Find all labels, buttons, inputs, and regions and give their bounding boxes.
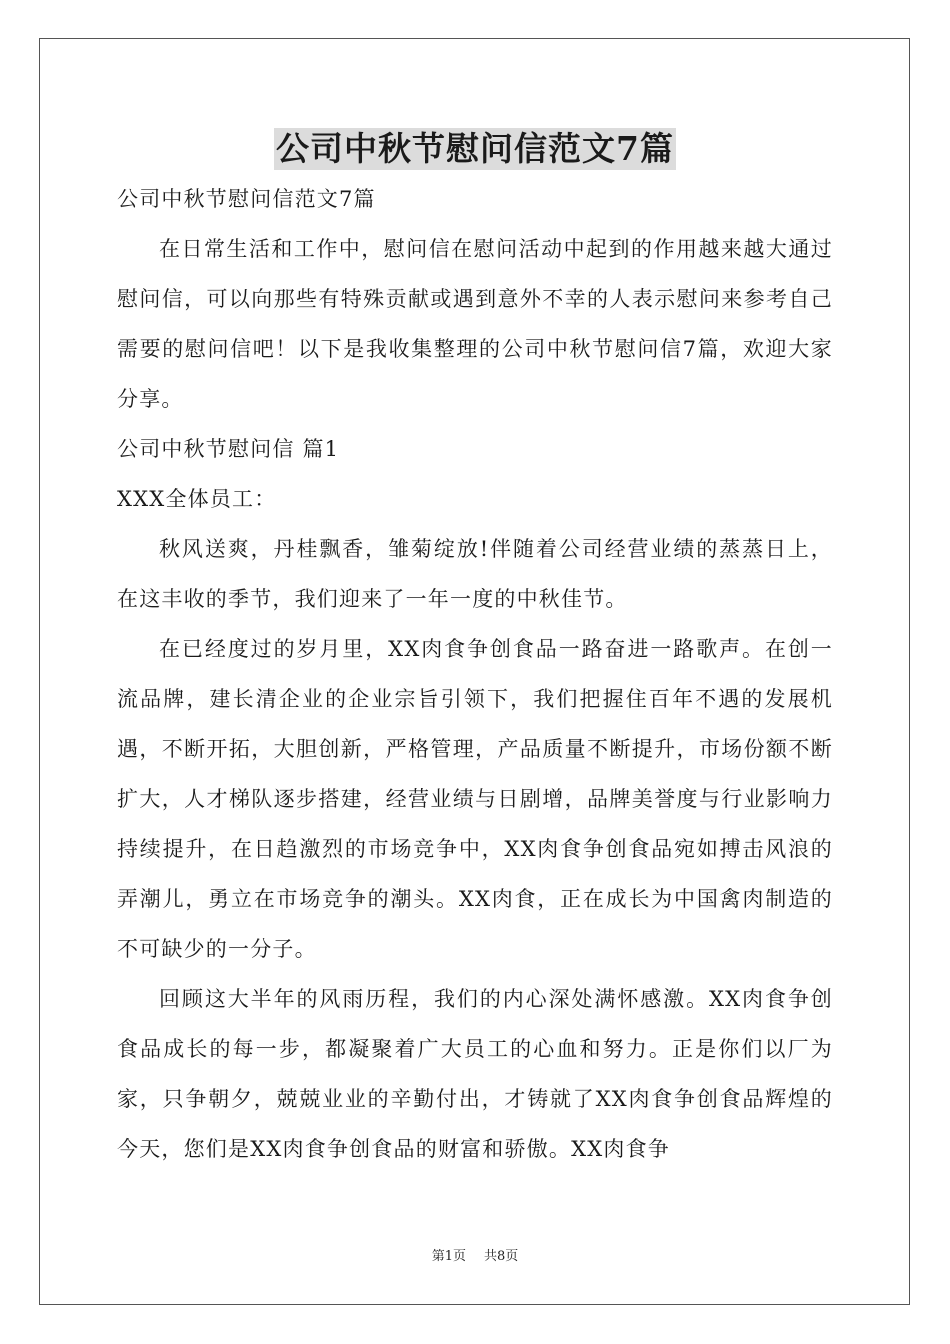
document-title: 公司中秋节慰问信范文7篇 [276,129,674,168]
paragraph: 在已经度过的岁月里，XX肉食争创食品一路奋进一路歌声。在创一流品牌，建长清企业的企业宗旨引领下，我们把握住百年不遇的发展机遇，不断开拓，大胆创新，严格管理，产品质量不断提升，市场份额不断扩大，人才梯队逐步搭建，经营业绩与日剧增，品牌美誉度与行业影响力持续提升，在日趋激烈的市场竞争中，XX肉食争创食品宛如搏击风浪的弄潮儿，勇立在市场竞争的潮头。XX肉食，正在成长为中国禽肉制造的不可缺少的一分子。 [117,637,833,961]
page-footer [0,1245,950,1264]
page-total: 共8页 [484,1249,519,1264]
paragraph: 公司中秋节慰问信 篇1 [117,437,340,461]
title-container [0,128,950,170]
paragraph: 公司中秋节慰问信范文7篇 [117,187,376,211]
page-number: 第1页 [431,1249,466,1264]
paragraph: 秋风送爽，丹桂飘香，雏菊绽放!伴随着公司经营业绩的蒸蒸日上，在这丰收的季节，我们迎来了一年一度的中秋佳节。 [117,537,833,611]
paragraph: 回顾这大半年的风雨历程，我们的内心深处满怀感激。XX肉食争创食品成长的每一步，都凝聚着广大员工的心血和努力。正是你们以厂为家，只争朝夕，兢兢业业的辛勤付出，才铸就了XX肉食争创食品辉煌的今天，您们是XX肉食争创食品的财富和骄傲。XX肉食争 [117,987,833,1161]
paragraph: 在日常生活和工作中，慰问信在慰问活动中起到的作用越来越大通过慰问信，可以向那些有特殊贡献或遇到意外不幸的人表示慰问来参考自己需要的慰问信吧！以下是我收集整理的公司中秋节慰问信7篇，欢迎大家分享。 [117,237,833,411]
document-body [117,174,833,1174]
paragraph: XXX全体员工： [117,487,277,511]
